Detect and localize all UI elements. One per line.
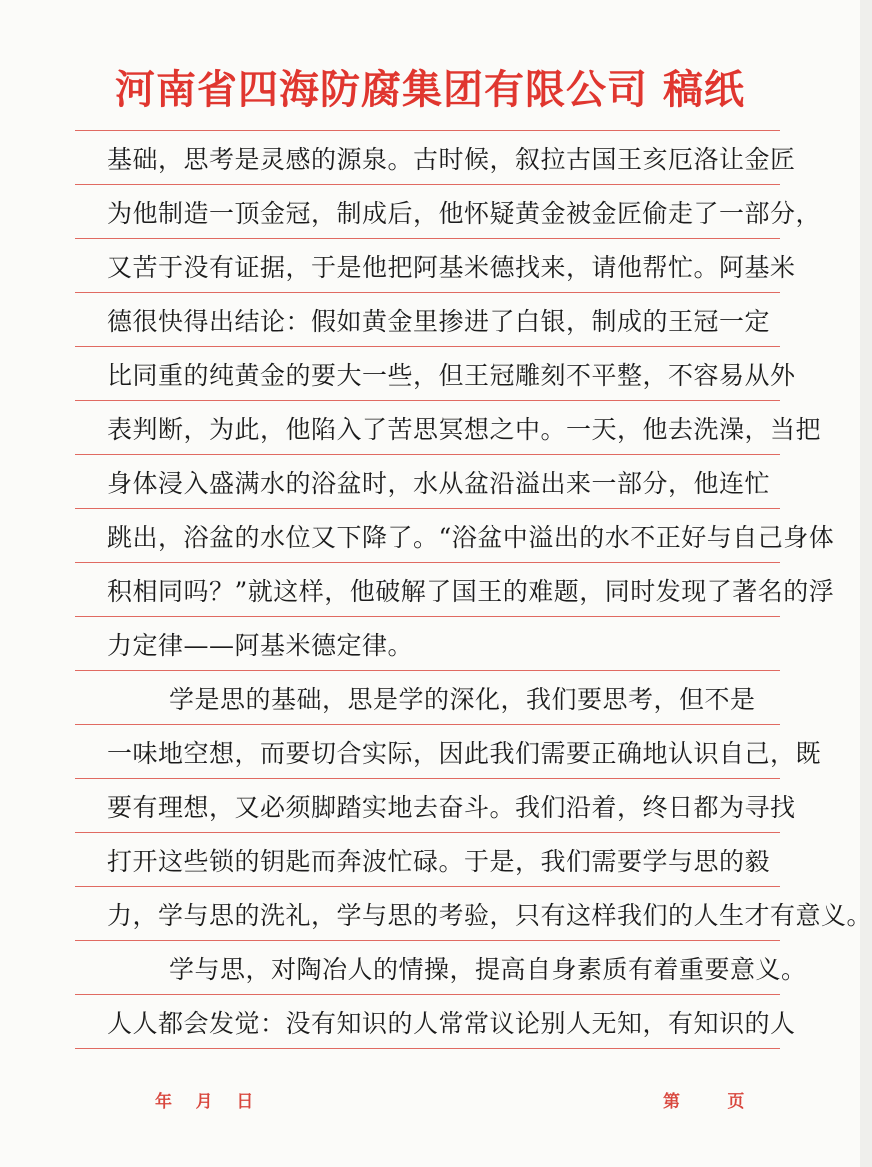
handwritten-line: 积相同吗？”就这样，他破解了国王的难题，同时发现了著名的浮 [107,577,835,606]
ruled-line [75,886,780,887]
ruled-line [75,1048,780,1049]
ruled-line [75,778,780,779]
ruled-line [75,346,780,347]
ruled-line [75,832,780,833]
handwritten-line: 学是思的基础，思是学的深化，我们要思考，但不是 [169,685,756,714]
ruled-writing-area [75,128,872,1088]
ruled-line [75,130,780,131]
ruled-line [75,616,780,617]
handwritten-line: 比同重的纯黄金的要大一些，但王冠雕刻不平整，不容易从外 [107,361,796,390]
handwritten-line: 一味地空想，而要切合实际，因此我们需要正确地认识自己，既 [107,739,822,768]
page-number-label: 第 页 [663,1092,745,1112]
ruled-line [75,562,780,563]
handwritten-line: 力，学与思的洗礼，学与思的考验，只有这样我们的人生才有意义。 [107,901,872,930]
ruled-line [75,940,780,941]
handwritten-line: 基础，思考是灵感的源泉。古时候，叙拉古国王亥厄洛让金匠 [107,145,796,174]
ruled-line [75,508,780,509]
handwritten-line: 力定律——阿基米德定律。 [107,631,414,660]
ruled-line [75,238,780,239]
ruled-line [75,292,780,293]
ruled-line [75,724,780,725]
handwritten-line: 为他制造一顶金冠，制成后，他怀疑黄金被金匠偷走了一部分， [107,199,822,228]
handwritten-line: 德很快得出结论：假如黄金里掺进了白银，制成的王冠一定 [107,307,771,336]
letterhead-title: 河南省四海防腐集团有限公司 稿纸 [115,66,745,113]
handwritten-line: 跳出，浴盆的水位又下降了。“浴盆中溢出的水不正好与自己身体 [107,523,835,552]
handwritten-line: 身体浸入盛满水的浴盆时，水从盆沿溢出来一部分，他连忙 [107,469,771,498]
handwritten-line: 打开这些锁的钥匙而奔波忙碌。于是，我们需要学与思的毅 [107,847,771,876]
handwritten-line: 要有理想，又必须脚踏实地去奋斗。我们沿着，终日都为寻找 [107,793,796,822]
date-label: 年 月 日 [155,1092,254,1112]
ruled-line [75,994,780,995]
handwritten-line: 又苦于没有证据，于是他把阿基米德找来，请他帮忙。阿基米 [107,253,796,282]
ruled-line [75,670,780,671]
ruled-line [75,184,780,185]
handwritten-line: 人人都会发觉：没有知识的人常常议论别人无知，有知识的人 [107,1009,796,1038]
ruled-line [75,400,780,401]
handwritten-line: 表判断，为此，他陷入了苦思冥想之中。一天，他去洗澡，当把 [107,415,822,444]
ruled-line [75,454,780,455]
handwritten-line: 学与思，对陶冶人的情操，提高自身素质有着重要意义。 [169,955,807,984]
